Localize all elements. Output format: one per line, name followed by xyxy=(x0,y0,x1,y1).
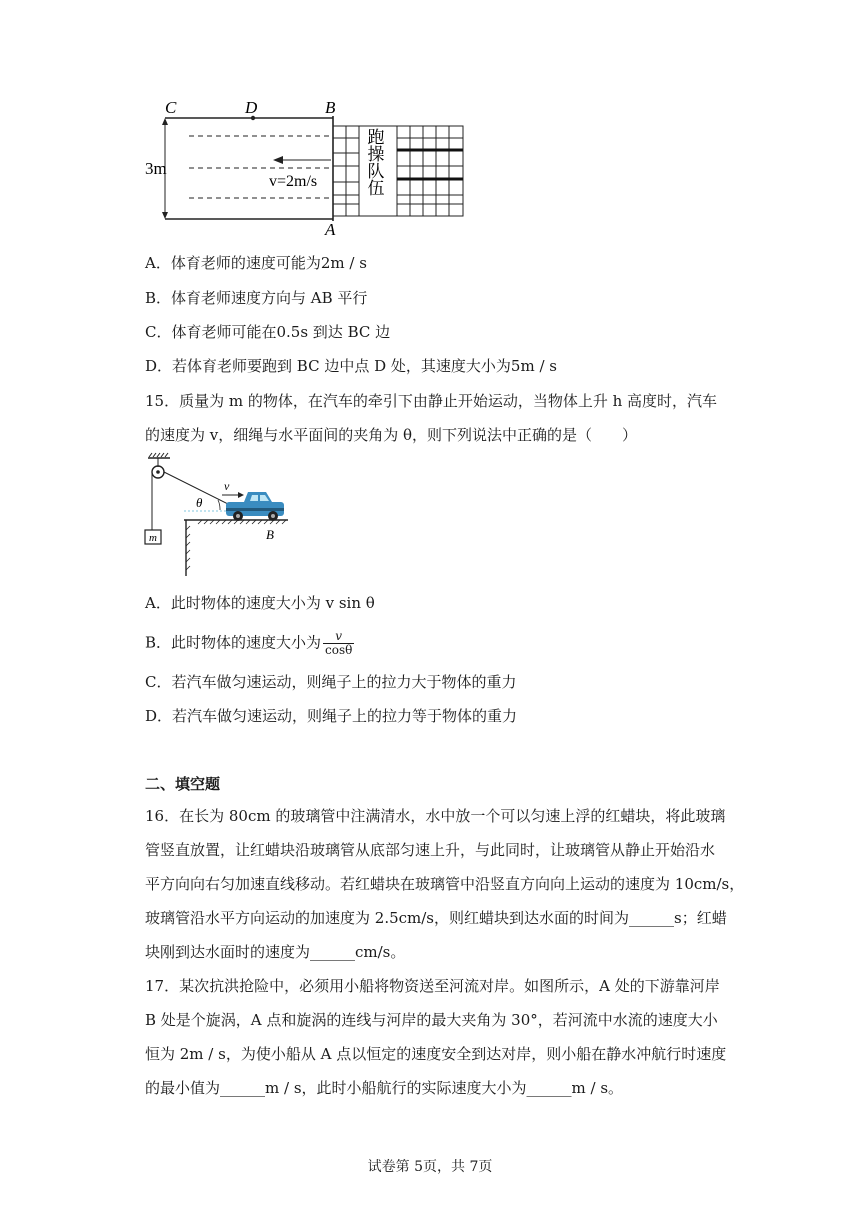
page-footer: 试卷第 5页，共 7页 xyxy=(367,1159,493,1175)
fraction-numerator: v xyxy=(323,630,354,644)
label-a: A xyxy=(325,220,336,238)
fraction-denominator: cosθ xyxy=(325,643,353,657)
q15-option-b xyxy=(145,630,354,657)
label-d: D xyxy=(245,98,258,117)
label-width: 3m xyxy=(145,159,167,178)
q15-line-1: 15．质量为 m 的物体，在汽车的牵引下由静止开始运动，当物体上升 h 高度时，汽车 xyxy=(145,392,718,410)
running-field-figure xyxy=(145,98,475,238)
q17-line-4: 的最小值为______m / s，此时小船航行的实际速度大小为______m / s。 xyxy=(145,1079,624,1097)
car-icon xyxy=(226,492,284,521)
q16-line-3: 平方向向右匀加速直线移动。若红蜡块在玻璃管中沿竖直方向向上运动的速度为 10cm/s， xyxy=(145,875,745,893)
team-grid xyxy=(333,126,463,216)
label-theta: θ xyxy=(196,495,203,510)
q16-line-5: 块刚到达水面时的速度为______cm/s。 xyxy=(145,943,406,961)
q16-line-4: 玻璃管沿水平方向运动的加速度为 2.5cm/s，则红蜡块到达水面的时间为______s；红蜡 xyxy=(145,909,727,927)
pulley-car-figure xyxy=(140,450,300,580)
q17-line-2: B 处是个旋涡，A 点和旋涡的连线与河岸的最大夹角为 30°，若河流中水流的速度大小 xyxy=(145,1011,718,1029)
label-b2: B xyxy=(266,527,274,542)
q15-option-c: C．若汽车做匀速运动，则绳子上的拉力大于物体的重力 xyxy=(145,673,517,691)
label-c: C xyxy=(165,98,177,117)
q15-option-a: A．此时物体的速度大小为 v sin θ xyxy=(145,594,375,612)
q17-line-1: 17．某次抗洪抢险中，必须用小船将物资送至河流对岸。如图所示，A 处的下游靠河岸 xyxy=(145,977,720,995)
q15-option-d: D．若汽车做匀速运动，则绳子上的拉力等于物体的重力 xyxy=(145,707,518,725)
label-v: v xyxy=(224,479,230,493)
q17-line-3: 恒为 2m / s，为使小船从 A 点以恒定的速度安全到达对岸，则小船在静水冲航行时速度 xyxy=(145,1045,727,1063)
q16-line-1: 16．在长为 80cm 的玻璃管中注满清水，水中放一个可以匀速上浮的红蜡块，将此玻璃 xyxy=(145,807,726,825)
label-team: 跑操队伍 xyxy=(364,128,384,196)
q14-option-a: A．体育老师的速度可能为2m / s xyxy=(145,254,367,272)
q14-option-b: B．体育老师速度方向与 AB 平行 xyxy=(145,289,368,307)
q14-option-c: C．体育老师可能在0.5s 到达 BC 边 xyxy=(145,323,391,341)
q15-option-b-prefix: B．此时物体的速度大小为 xyxy=(145,633,322,652)
fraction xyxy=(323,630,354,657)
q15-line-2: 的速度为 v，细绳与水平面间的夹角为 θ，则下列说法中正确的是（ ） xyxy=(145,426,638,444)
q16-line-2: 管竖直放置，让红蜡块沿玻璃管从底部匀速上升，与此同时，让玻璃管从静止开始沿水 xyxy=(145,841,716,859)
label-velocity: v=2m/s xyxy=(269,173,318,190)
section-title: 二、填空题 xyxy=(145,775,221,793)
q14-option-d: D．若体育老师要跑到 BC 边中点 D 处，其速度大小为5m / s xyxy=(145,357,557,375)
label-m: m xyxy=(149,532,157,544)
label-b: B xyxy=(325,98,336,117)
